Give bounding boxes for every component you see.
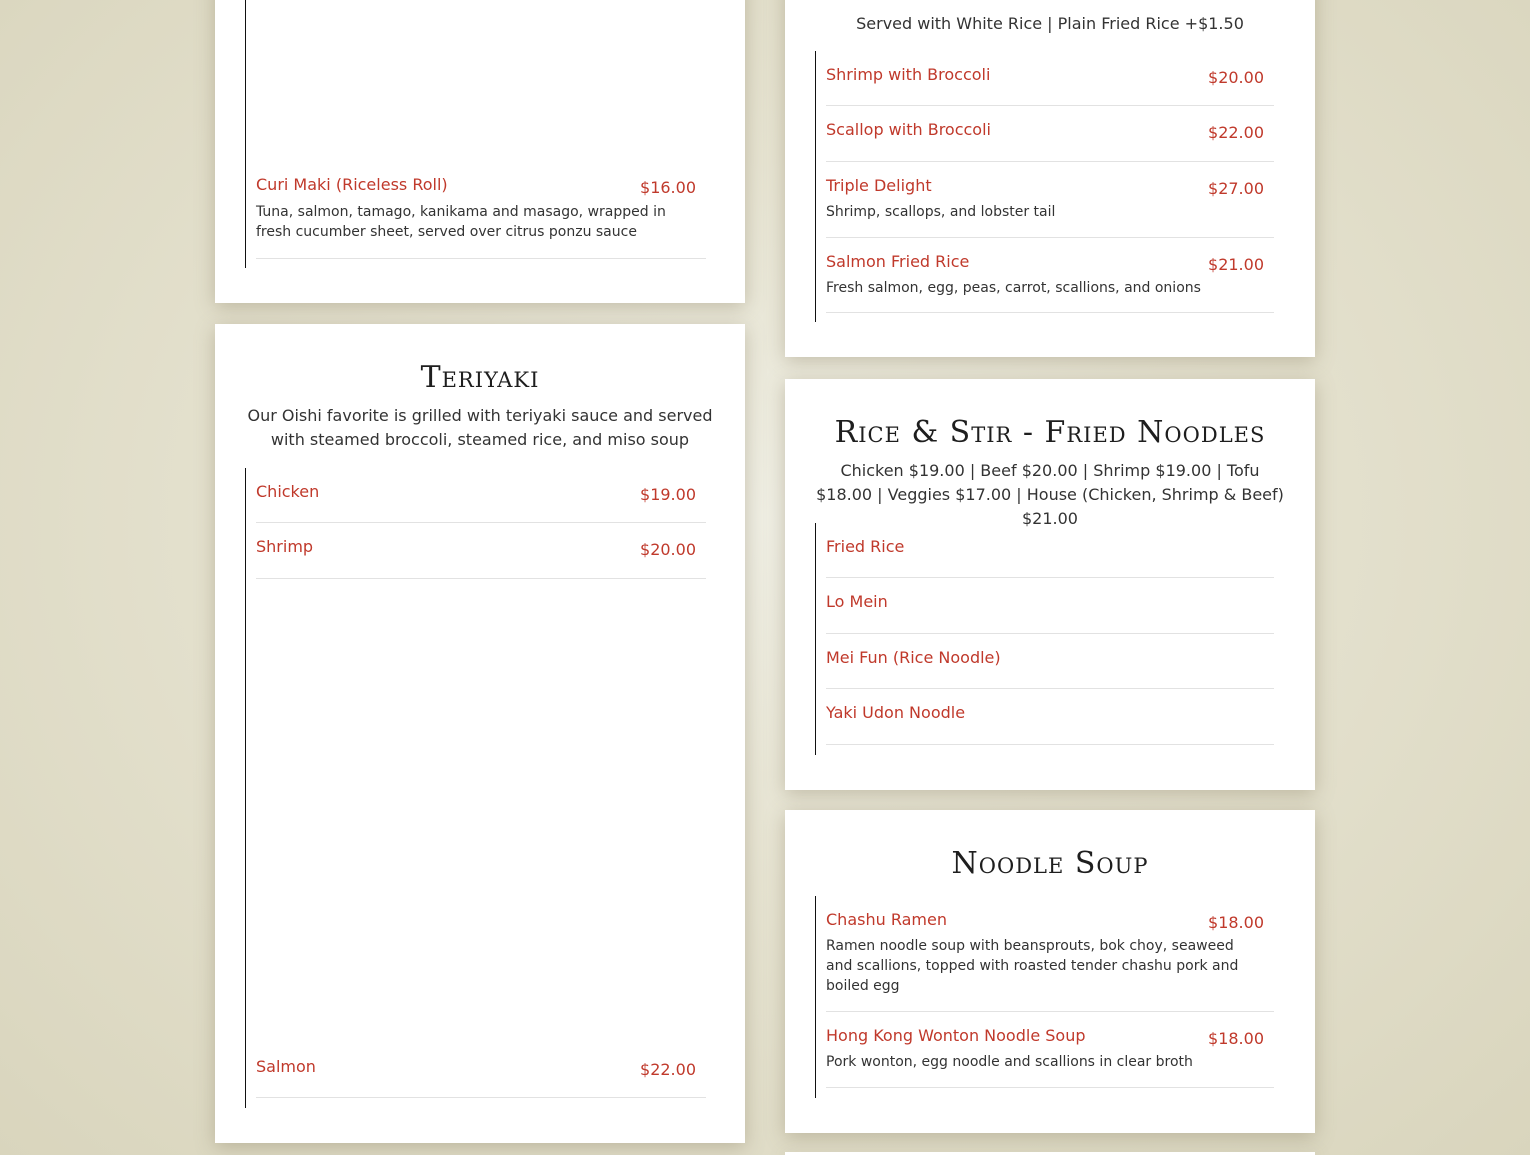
menu-item-name: Salmon Fried Rice	[826, 252, 970, 271]
menu-item-name: Mei Fun (Rice Noodle)	[826, 648, 1001, 667]
menu-item-name: Chicken	[256, 482, 320, 501]
menu-item[interactable]	[256, 170, 706, 259]
vertical-rule	[815, 51, 816, 322]
section-subtitle: Our Oishi favorite is grilled with teriyaki sauce and served with steamed broccoli, steamed rice, and miso soup	[247, 406, 713, 449]
menu-item-price: $18.00	[1208, 1029, 1264, 1048]
menu-item-name: Lo Mein	[826, 592, 888, 611]
menu-item[interactable]	[826, 51, 1274, 106]
menu-item[interactable]	[826, 689, 1274, 745]
menu-item-name: Chashu Ramen	[826, 910, 947, 929]
menu-item[interactable]	[256, 468, 706, 523]
menu-item-description: Ramen noodle soup with beansprouts, bok choy, seaweed and scallions, topped with roasted tender chashu pork and boiled egg	[826, 938, 1239, 994]
section-subtitle: Chicken $19.00 | Beef $20.00 | Shrimp $19.00 | Tofu $18.00 | Veggies $17.00 | House (Chicken, Shrimp & Beef) $21.00	[816, 461, 1284, 528]
menu-item-description: Shrimp, scallops, and lobster tail	[826, 204, 1056, 220]
menu-item[interactable]	[826, 238, 1274, 313]
menu-item-price: $22.00	[640, 1060, 696, 1079]
menu-item-price: $19.00	[640, 485, 696, 504]
menu-item[interactable]	[826, 1012, 1274, 1088]
menu-panel-right-top	[785, 0, 1315, 357]
menu-item-price: $21.00	[1208, 255, 1264, 274]
section-subtitle: Served with White Rice | Plain Fried Rice +$1.50	[856, 14, 1244, 33]
menu-panel-rice-noodles	[785, 379, 1315, 790]
menu-item-price: $27.00	[1208, 179, 1264, 198]
menu-item[interactable]	[826, 896, 1274, 1012]
menu-item-name: Triple Delight	[826, 176, 932, 195]
menu-item-name: Hong Kong Wonton Noodle Soup	[826, 1026, 1086, 1045]
menu-panel-noodle-soup	[785, 810, 1315, 1133]
menu-item-name: Salmon	[256, 1057, 316, 1076]
menu-item[interactable]	[256, 523, 706, 579]
menu-panel-teriyaki	[215, 324, 745, 1143]
menu-item[interactable]	[826, 523, 1274, 578]
menu-item-name: Shrimp	[256, 537, 314, 556]
vertical-rule	[245, 0, 246, 268]
menu-panel-left-top	[215, 0, 745, 303]
menu-item-name: Fried Rice	[826, 537, 905, 556]
menu-item-price: $22.00	[1208, 123, 1264, 142]
menu-item-price: $16.00	[640, 178, 696, 197]
section-title: Rice & Stir - Fried Noodles	[834, 415, 1266, 450]
menu-item-description: Fresh salmon, egg, peas, carrot, scallions, and onions	[826, 280, 1201, 296]
menu-item-description: Tuna, salmon, tamago, kanikama and masago, wrapped in fresh cucumber sheet, served over citrus ponzu sauce	[256, 204, 666, 240]
menu-item[interactable]	[826, 634, 1274, 689]
menu-item-price: $20.00	[640, 540, 696, 559]
menu-item[interactable]	[826, 106, 1274, 162]
menu-item-name: Scallop with Broccoli	[826, 120, 991, 139]
menu-item[interactable]	[256, 1043, 706, 1098]
menu-item[interactable]	[826, 578, 1274, 634]
vertical-rule	[815, 896, 816, 1098]
menu-item-price: $18.00	[1208, 913, 1264, 932]
vertical-rule	[815, 523, 816, 755]
section-title: Teriyaki	[420, 360, 540, 395]
menu-item-price: $20.00	[1208, 68, 1264, 87]
section-title: Noodle Soup	[951, 846, 1149, 881]
menu-item-description: Pork wonton, egg noodle and scallions in clear broth	[826, 1054, 1193, 1070]
menu-item-name: Curi Maki (Riceless Roll)	[256, 175, 448, 194]
menu-item[interactable]	[826, 162, 1274, 238]
menu-item-name: Shrimp with Broccoli	[826, 65, 991, 84]
vertical-rule	[245, 468, 246, 1108]
menu-item-name: Yaki Udon Noodle	[826, 703, 966, 722]
